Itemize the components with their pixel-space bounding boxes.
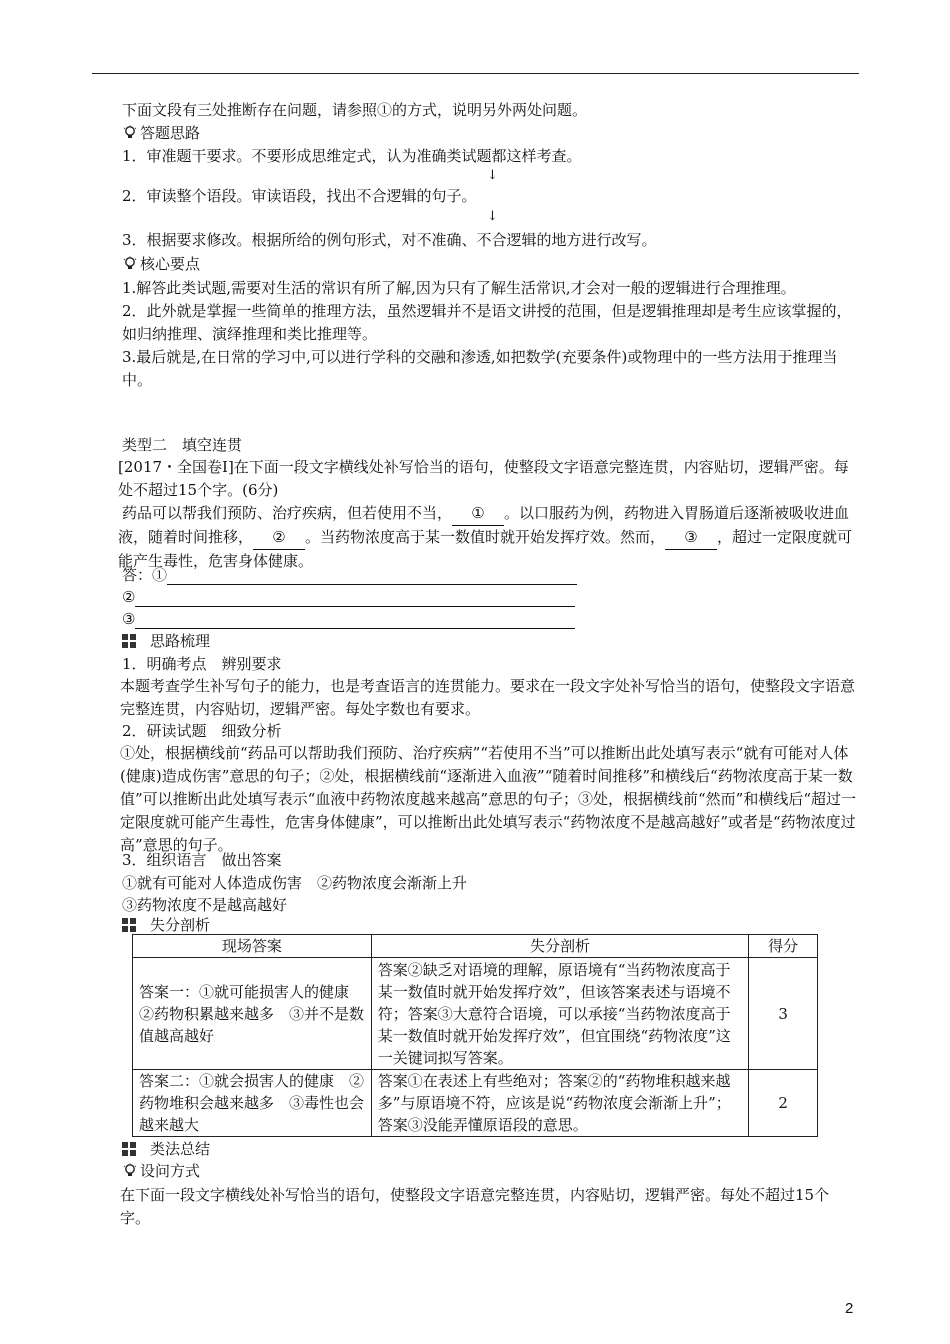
lightbulb-icon — [122, 1163, 138, 1179]
summary-body: 在下面一段文字横线处补写恰当的语句，使整段文字语意完整连贯，内容贴切，逻辑严密。每处不超过15个字。 — [120, 1186, 830, 1227]
row-score: 2 — [749, 1070, 818, 1137]
analysis-title: 思路梳理 — [150, 632, 211, 650]
loss-table — [132, 934, 818, 1137]
passage-part-b: 。以口服药为例，药物进入胃肠道后逐渐被吸收进血液，随着时间推移， — [118, 504, 850, 546]
summary-title: 类法总结 — [150, 1140, 211, 1158]
answer-result-1: ①就有可能对人体造成伤害 ②药物浓度会渐渐上升 — [122, 874, 468, 892]
passage-part-a: 药品可以帮我们预防、治疗疾病，但若使用不当， — [122, 504, 453, 522]
analysis-step-1-body: 本题考查学生补写句子的能力，也是考查语言的连贯能力。要求在一段文字处补写恰当的语句，使整段文字语意完整连贯，内容贴切，逻辑严密。每处字数也有要求。 — [120, 677, 856, 718]
blank-3: ③ — [665, 526, 717, 550]
grid-square-icon — [122, 634, 136, 648]
answer-line-3 — [122, 609, 575, 629]
intro-line: 下面文段有三处推断存在问题，请参照①的方式，说明另外两处问题。 — [122, 101, 588, 119]
core-point-1: 1.解答此类试题,需要对生活的常识有所了解,因为只有了解生活常识,才会对一般的逻辑进行合理推理。 — [122, 279, 796, 297]
lightbulb-icon — [122, 125, 138, 141]
blank-1: ① — [452, 502, 504, 526]
answer-result-2: ③药物浓度不是越高越好 — [122, 896, 288, 914]
core-point-3: 3.最后就是,在日常的学习中,可以进行学科的交融和渗透,如把数学(充要条件)或物理中的一些方法用于推理当中。 — [122, 348, 838, 389]
answer-line-2 — [122, 587, 575, 607]
lightbulb-icon — [122, 256, 138, 272]
type2-passage — [118, 502, 859, 573]
row-analysis: 答案②缺乏对语境的理解，原语境有“当药物浓度高于某一数值时就开始发挥疗效”，但该答案表述与语境不符；答案③大意符合语境，可以承接“当药物浓度高于某一数值时就开始发挥疗效”，但宜围绕“药物浓度”这一关键词拟写答案。 — [371, 958, 748, 1070]
type2-question: [2017・全国卷Ⅰ]在下面一段文字横线处补写恰当的语句，使整段文字语意完整连贯，内容贴切，逻辑严密。每处不超过15个字。(6分) — [118, 458, 849, 499]
core-heading — [122, 254, 200, 274]
summary-sub-heading — [122, 1161, 200, 1181]
header-rule — [92, 73, 859, 74]
row-analysis: 答案①在表述上有些绝对；答案②的“药物堆积越来越多”与原语境不符，应该是说“药物浓度会渐渐上升”；答案③没能弄懂原语段的意思。 — [371, 1070, 748, 1137]
header-score: 得分 — [749, 935, 818, 958]
core-point-2: 2．此外就是掌握一些简单的推理方法，虽然逻辑并不是语文讲授的范围，但是逻辑推理却是考生应该掌握的，如归纳推理、演绎推理和类比推理等。 — [122, 302, 852, 343]
thinking-step-3: 3．根据要求修改。根据所给的例句形式，对不准确、不合逻辑的地方进行改写。 — [122, 231, 657, 249]
loss-title: 失分剖析 — [150, 916, 211, 934]
page-number: 2 — [845, 1300, 854, 1317]
table-row — [133, 1070, 818, 1137]
row-score: 3 — [749, 958, 818, 1070]
thinking-step-1: 1．审准题干要求。不要形成思维定式，认为准确类试题都这样考查。 — [122, 147, 582, 165]
arrow-down-icon: ↓ — [487, 168, 498, 183]
grid-square-icon — [122, 1142, 136, 1156]
analysis-step-1-title: 1．明确考点 辨别要求 — [122, 655, 282, 673]
summary-heading — [122, 1139, 210, 1159]
passage-part-c: 。当药物浓度高于某一数值时就开始发挥疗效。然而， — [305, 528, 666, 546]
answer-label-2: ② — [122, 588, 136, 606]
analysis-step-2-title: 2．研读试题 细致分析 — [122, 722, 282, 740]
loss-heading — [122, 915, 210, 935]
core-title: 核心要点 — [140, 255, 201, 273]
table-row — [133, 958, 818, 1070]
row-answer: 答案二：①就会损害人的健康 ②药物堆积会越来越多 ③毒性也会越来越大 — [133, 1070, 372, 1137]
type2-heading: 类型二 填空连贯 — [122, 436, 243, 454]
thinking-heading — [122, 123, 200, 143]
passage-part-d: ，超过一定限度就可能产生毒性，危害身体健康。 — [118, 528, 853, 570]
arrow-down-icon: ↓ — [487, 209, 498, 224]
header-analysis: 失分剖析 — [371, 935, 748, 958]
header-answer: 现场答案 — [133, 935, 372, 958]
analysis-step-3-title: 3．组织语言 做出答案 — [122, 851, 282, 869]
answer-underline-3 — [135, 614, 575, 629]
answer-line-1 — [122, 565, 577, 585]
answer-label-1: 答：① — [122, 566, 168, 584]
grid-square-icon — [122, 918, 136, 932]
row-answer: 答案一：①就可能损害人的健康 ②药物积累越来越多 ③并不是数值越高越好 — [133, 958, 372, 1070]
analysis-step-2-body: ①处，根据横线前“药品可以帮助我们预防、治疗疾病”“若使用不当”可以推断出此处填写表示“就有可能对人体(健康)造成伤害”意思的句子；②处，根据横线前“逐渐进入血液”“随着时间推移”和横线后“药物浓度高于某一数值”可以推断出此处填写表示“血液中药物浓度越来越高”意思的句子；③处，根据横线前“然而”和横线后“超过一定限度就可能产生毒性，危害身体健康”，可以推断出此处填写表示“药物浓度不是越高越好”或者是“药物浓度过高”意思的句子。 — [120, 744, 857, 854]
answer-label-3: ③ — [122, 610, 136, 628]
core-paragraphs — [122, 277, 859, 392]
thinking-title: 答题思路 — [140, 124, 201, 142]
answer-underline-2 — [135, 592, 575, 607]
answer-underline-1 — [167, 570, 577, 585]
thinking-step-2: 2．审读整个语段。审读语段，找出不合逻辑的句子。 — [122, 187, 477, 205]
summary-sub-title: 设问方式 — [140, 1162, 201, 1180]
table-header-row — [133, 935, 818, 958]
blank-2: ② — [253, 526, 305, 550]
analysis-heading — [122, 631, 210, 651]
